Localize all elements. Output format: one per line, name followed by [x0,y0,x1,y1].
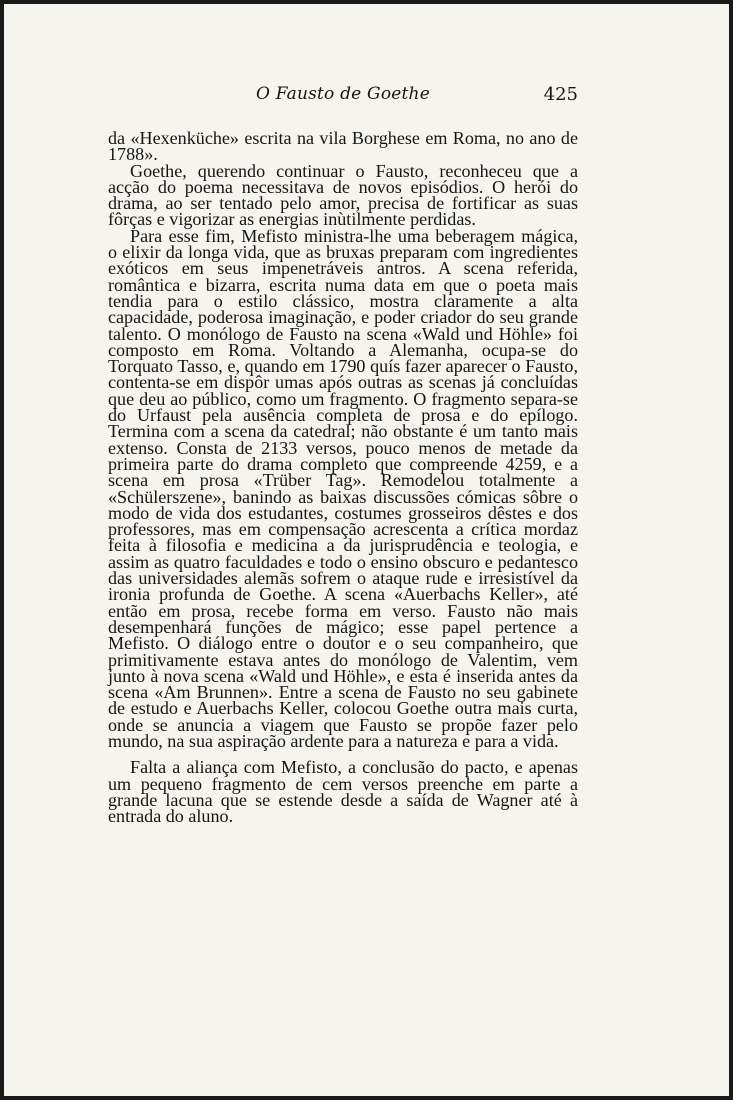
running-title: O Fausto de Goethe [256,84,430,104]
page-header [108,84,578,114]
paragraph-2: Goethe, querendo continuar o Fausto, reconheceu que a acção do poema necessitava de novos episódios. O herói do drama, ao ser tentado pelo amor, precisa de fortificar as suas fôrças e vigorizar as energias inùtilmente perdidas. [108,160,578,230]
book-page [4,4,729,1096]
paragraph-1: da «Hexenküche» escrita na vila Borghese em Roma, no ano de 1788». [108,128,578,165]
paragraph-3: Para esse fim, Mefisto ministra-lhe uma beberagem mágica, o elixir da longa vida, que as bruxas preparam com ingredientes exóticos em seus impenetráveis antros. A scena referida, romântica e bizarra, escrita numa data em que o poeta mais tendia para o estilo clássico, mostra claramente a alta capacidade, poderosa imaginação, e poder criador do seu grande talento. O monólogo de Fausto na scena «Wald und Höhle» foi composto em Roma. Voltando a Alemanha, ocupa-se do Torquato Tasso, e, quando em 1790 quís fazer aparecer o Fausto, contenta-se em dispôr umas após outras as scenas já concluídas que deu ao público, como um fragmento. O fragmento separa-se do Urfaust pela ausência completa de prosa e do epílogo. Termina com a scena da catedral; não obstante é um tanto mais extenso. Consta de 2133 versos, pouco menos de metade da primeira parte do drama completo que compreende 4259, e a scena em prosa «Trüber Tag». Remodelou totalmente a «Schülerszene», banindo as baixas discussões cómicas sôbre o modo de vida dos estudantes, costumes grosseiros dêstes e dos professores, mas em compensação acrescenta a crítica mordaz feita à filosofia e medicina a da jurisprudência e teologia, e assim as quatro faculdades e todo o ensino obscuro e pedantesco das universidades alemãs sofrem o ataque rude e irresistível da ironia profunda de Goethe. A scena «Auerbachs Keller», até então em prosa, recebe forma em verso. Fausto não mais desempenhará funções de mágico; esse papel pertence a Mefisto. O diálogo entre o doutor e o seu companheiro, que primitivamente estava antes do monólogo de Valentim, vem junto à nova scena «Wald und Höhle», e esta é inserida antes da scena «Am Brunnen». Entre a scena de Fausto no seu gabinete de estudo e Auerbachs Keller, colocou Goethe outra mais curta, onde se anuncia a viagem que Fausto se propõe fazer pelo mundo, na sua aspiração ardente para a natureza e para a vida. [108,225,578,751]
body-text [108,128,578,827]
paragraph-4: Falta a aliança com Mefisto, a conclusão do pacto, e apenas um pequeno fragmento de cem versos preenche em parte a grande lacuna que se estende desde a saída de Wagner até à entrada do aluno. [108,757,578,827]
page-number: 425 [543,84,578,105]
